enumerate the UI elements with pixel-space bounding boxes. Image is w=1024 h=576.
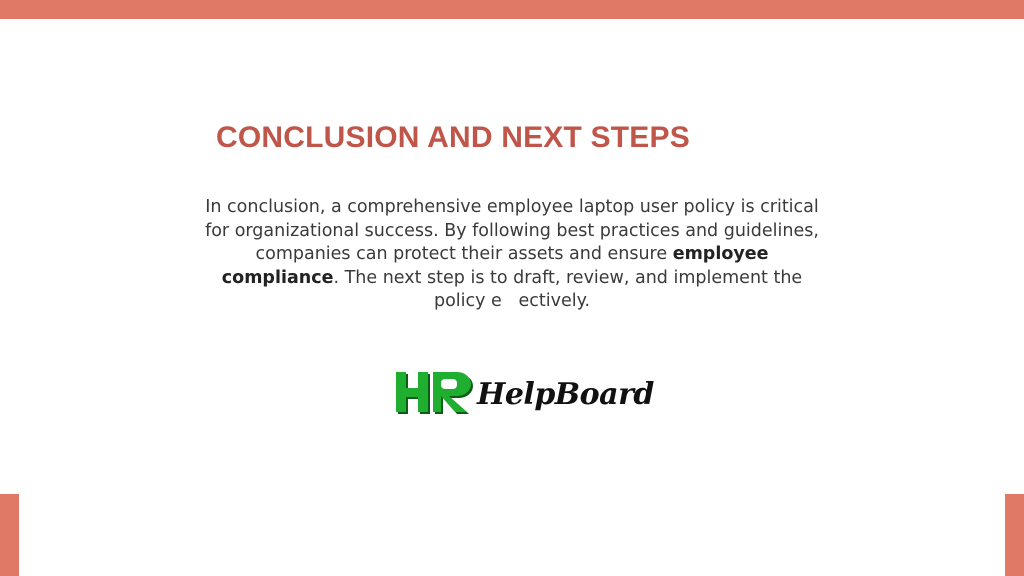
bottom-left-accent-bar xyxy=(0,494,19,576)
slide-body-text xyxy=(200,196,824,314)
body-text-part-2: . The next step is to draft, review, and implement the policy e ectively. xyxy=(333,267,803,311)
top-accent-bar xyxy=(0,0,1024,19)
body-text-emphasis: employee compliance xyxy=(221,244,769,288)
hr-logo-mark-icon xyxy=(395,371,475,417)
body-text-part-1: In conclusion, a comprehensive employee laptop user policy is critical for organizational success. By following best practices and guidelines, companies can protect their assets and ensure xyxy=(205,197,819,264)
slide-title: CONCLUSION AND NEXT STEPS xyxy=(216,121,690,154)
hr-helpboard-logo xyxy=(395,367,665,423)
logo-wordmark: HelpBoard xyxy=(477,377,654,412)
bottom-right-accent-bar xyxy=(1005,494,1024,576)
